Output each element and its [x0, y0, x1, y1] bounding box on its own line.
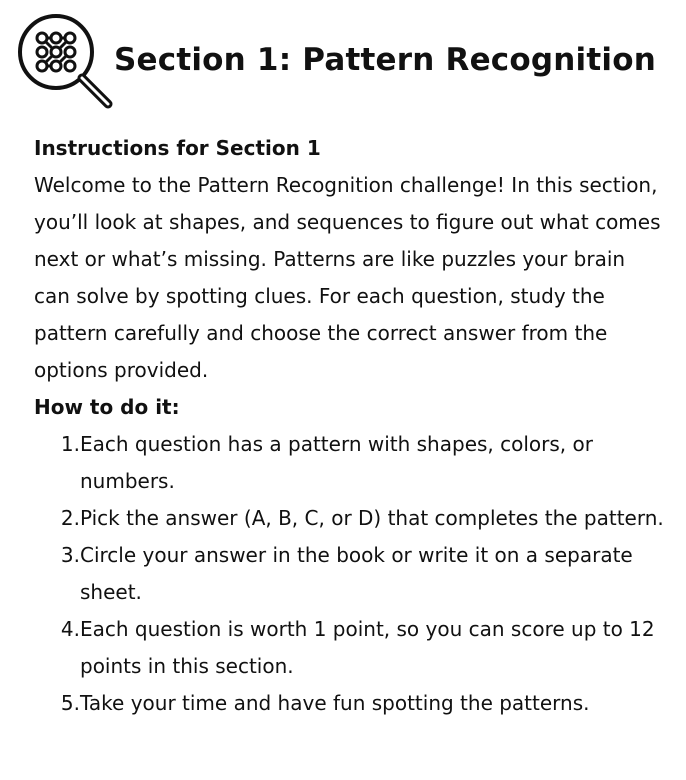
step-text: Each question is worth 1 point, so you can score up to 12 points in this section. [80, 617, 655, 678]
list-item [34, 611, 664, 685]
section-header [14, 10, 656, 110]
instructions-heading: Instructions for Section 1 [34, 136, 321, 160]
instructions-intro: Welcome to the Pattern Recognition challenge! In this section, you’ll look at shapes, and sequences to figure out what comes next or what’s missing. Patterns are like puzzles your brain can solve by spotting clues. For each question, study the pattern carefully and choose the correct answer from the options provided. [34, 173, 661, 382]
step-number: 5. [60, 691, 80, 715]
instructions-body [34, 130, 664, 722]
list-item [34, 685, 664, 722]
step-text: Pick the answer (A, B, C, or D) that completes the pattern. [80, 506, 664, 530]
step-number: 4. [60, 617, 80, 641]
page-title: Section 1: Pattern Recognition [114, 42, 656, 78]
steps-list [34, 426, 664, 722]
step-number: 3. [60, 543, 80, 567]
step-number: 2. [60, 506, 80, 530]
step-text: Circle your answer in the book or write it on a separate sheet. [80, 543, 633, 604]
step-text: Take your time and have fun spotting the patterns. [80, 691, 590, 715]
step-number: 1. [60, 432, 80, 456]
step-text: Each question has a pattern with shapes, colors, or numbers. [80, 432, 593, 493]
list-item [34, 537, 664, 611]
magnifier-pattern-icon [14, 10, 114, 110]
list-item [34, 426, 664, 500]
how-to-heading: How to do it: [34, 395, 180, 419]
list-item [34, 500, 664, 537]
